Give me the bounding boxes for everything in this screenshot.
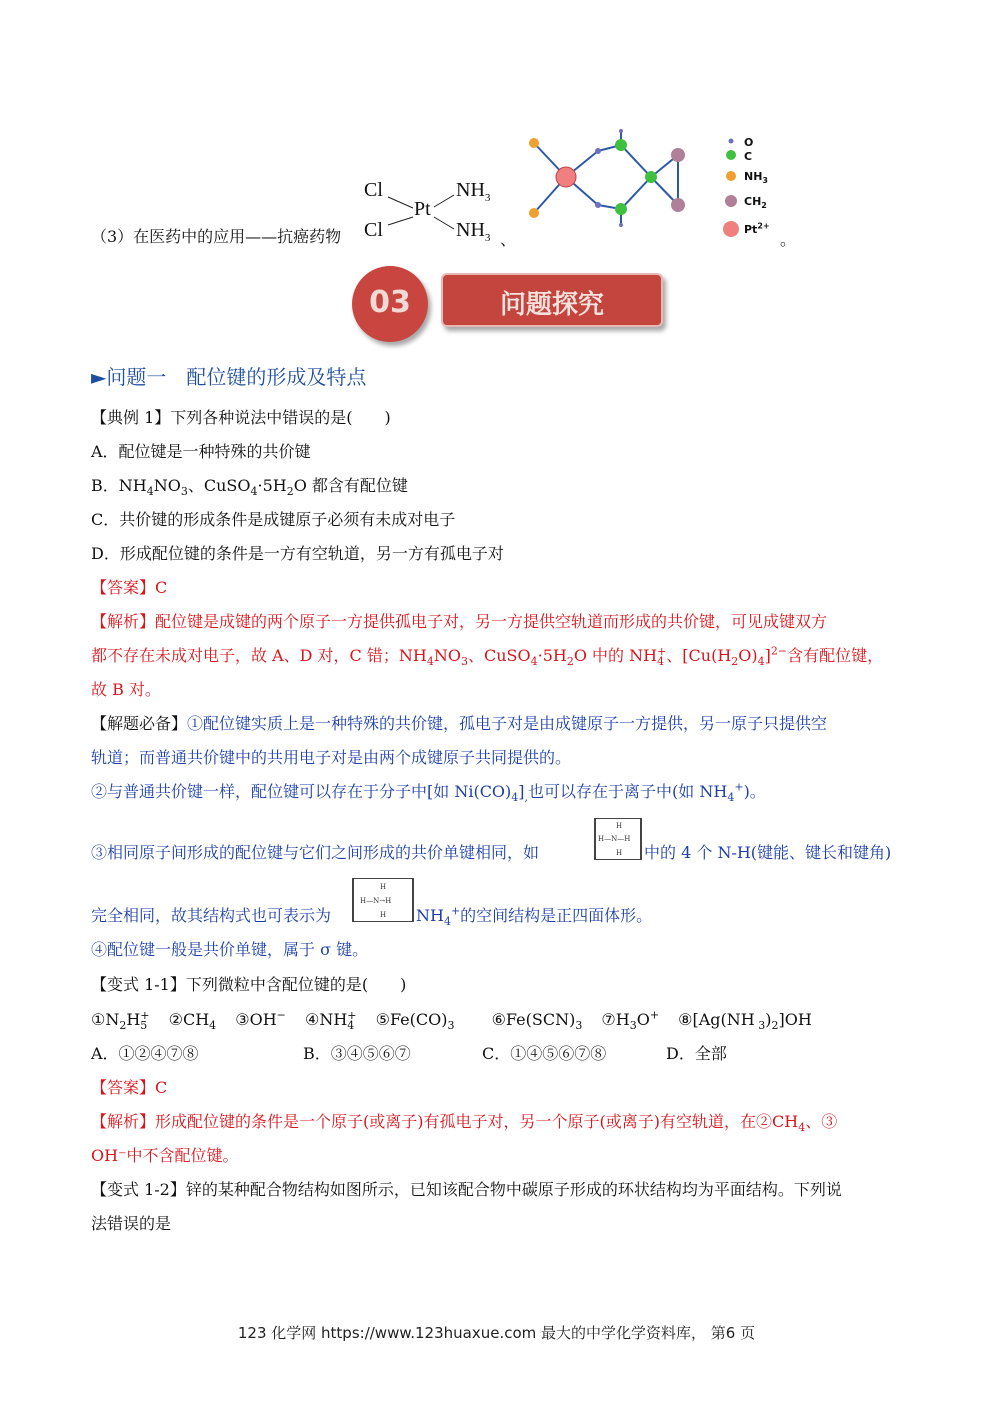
answer-tag: 【答案】 — [91, 1078, 156, 1097]
variant12-tag: 【变式 1-2】 — [91, 1180, 186, 1199]
platinum-label: Pt — [414, 198, 431, 220]
svg-text:H—N→H: H—N→H — [360, 897, 392, 905]
platinum-complex-model — [518, 125, 708, 235]
svg-text:H: H — [616, 822, 623, 830]
section-number-badge — [352, 266, 428, 342]
variant11-explanation-line2: OH⁻中不含配位键。 — [91, 1146, 239, 1165]
period: 。 — [780, 230, 797, 249]
must-know-line3: ②与普通共价键一样，配位键可以存在于分子中[如 $Ni(CO)_4]_,$也可以存在于离子中(如 $NH_4^+$)。 — [91, 780, 766, 805]
problem-heading: ►问题一 配位键的形成及特点 — [91, 365, 367, 389]
variant11-option-d: D．全部 — [666, 1044, 727, 1063]
must-know-line4: ③相同原子间形成的配位键与它们之间形成的共价单键相同，如 — [91, 843, 540, 862]
example1-explanation-line2: 都不存在未成对电子，故 A、D 对，C 错；$NH_4NO_3$、$CuSO_4\cdot 5H_2O$ 中的 NH + 4 、$[Cu(H_2O)_4]^{2-}$含有配位键， — [91, 644, 884, 669]
svg-text:H: H — [616, 849, 623, 857]
variant12-line1: 【变式 1-2】锌的某种配合物结构如图所示，已知该配合物中碳原子形成的环状结构均为平面结构。下列说 — [91, 1180, 842, 1199]
must-know-tag: 【解题必备】 — [91, 714, 188, 733]
example1-question — [91, 408, 391, 428]
question-text: 下列各种说法中错误的是( ) — [170, 408, 391, 427]
answer-value: C — [155, 1078, 168, 1097]
must-know-line5: 完全相同，故其结构式也可表示为 — [91, 906, 332, 925]
variant12-line2: 法错误的是 — [91, 1214, 172, 1233]
variant11-explanation-line1: 【解析】形成配位键的条件是一个原子(或离子)有孤电子对，另一个原子(或离子)有空轨道，在$②CH_4$、③ — [91, 1112, 838, 1135]
cisplatin-formula — [358, 175, 498, 245]
variant11-tag: 【变式 1-1】 — [91, 975, 186, 994]
ammine-label-2: $NH_3$ — [456, 219, 491, 244]
answer-value: C — [155, 578, 168, 597]
explanation-tag: 【解析】 — [91, 612, 156, 631]
answer-tag: 【答案】 — [91, 578, 156, 597]
legend-o: O — [744, 136, 754, 149]
must-know-line2: 轨道；而普通共价键中的共用电子对是由两个成键原子共同提供的。 — [91, 748, 572, 767]
application-line — [91, 227, 341, 247]
variant11-items: $①N_2H$ + 5 $②CH_4$ ③OH− ④NH + 4 $⑤Fe(CO)_3$ $⑥Fe(SCN)_3$ $⑦H_3O^+$ ⑧[Ag(NH $_3)_2]OH$ — [91, 1008, 812, 1033]
legend-ch2: $CH_2$ — [744, 195, 767, 211]
option-b: B．$NH_4NO_3$、$CuSO_4\cdot 5H_2O$ 都含有配位键 — [91, 476, 408, 499]
svg-text:H: H — [380, 883, 387, 891]
section-number: 03 — [369, 285, 411, 320]
ammonium-structure-2 — [352, 878, 414, 922]
legend-nh3: $NH_3$ — [744, 170, 768, 186]
example1-explanation-line1: 【解析】配位键是成键的两个原子一方提供孤电子对，另一方提供空轨道而形成的共价键，可见成键双方 — [91, 612, 828, 631]
ammonium-structure-1 — [594, 818, 642, 860]
variant11-answer — [91, 1078, 167, 1098]
model-legend — [722, 135, 782, 245]
option-a: A．配位键是一种特殊的共价键 — [91, 442, 311, 461]
chloride-label-2: Cl — [364, 219, 383, 241]
ammine-label-1: $NH_3$ — [456, 179, 491, 204]
application-label: （3）在医药中的应用——抗癌药物 — [91, 227, 342, 246]
variant11-option-b: B．③④⑤⑥⑦ — [303, 1044, 411, 1063]
section-title-banner — [441, 273, 663, 327]
must-know-line4-end: 中的 4 个 N-H(键能、键长和键角) — [644, 843, 892, 862]
explanation-tag: 【解析】 — [91, 1112, 156, 1131]
legend-pt: $Pt^{2+}$ — [744, 221, 770, 236]
chloride-label-1: Cl — [364, 179, 383, 201]
variant11-option-c: C．①④⑤⑥⑦⑧ — [482, 1044, 607, 1063]
cisplatin-bonds — [358, 175, 498, 245]
variant11-question: 【变式 1-1】下列微粒中含配位键的是( ) — [91, 975, 407, 994]
example1-answer — [91, 578, 167, 598]
must-know-line1: 【解题必备】①配位键实质上是一种特殊的共价键，孤电子对是由成键原子一方提供，另一原子只提供空 — [91, 714, 828, 733]
page-footer: 123 化学网 https://www.123huaxue.com 最大的中学化学资料库， 第6 页 — [237, 1324, 756, 1342]
legend-c: C — [744, 150, 753, 163]
example1-tag: 【典例 1】 — [91, 408, 171, 427]
svg-text:H: H — [380, 911, 387, 919]
svg-text:H—N—H: H—N—H — [598, 835, 631, 843]
must-know-line6: ④配位键一般是共价单键，属于 σ 键。 — [91, 940, 369, 959]
variant11-option-a: A．①②④⑦⑧ — [91, 1044, 199, 1063]
must-know-line5-end: $NH_4^+$的空间结构是正四面体形。 — [416, 904, 653, 929]
option-c: C．共价键的形成条件是成键原子必须有未成对电子 — [91, 510, 456, 529]
example1-explanation-line3: 故 B 对。 — [91, 680, 161, 699]
section-title: 问题探究 — [499, 290, 604, 320]
option-d: D．形成配位键的条件是一方有空轨道，另一方有孤电子对 — [91, 544, 504, 563]
separator: 、 — [500, 230, 517, 249]
